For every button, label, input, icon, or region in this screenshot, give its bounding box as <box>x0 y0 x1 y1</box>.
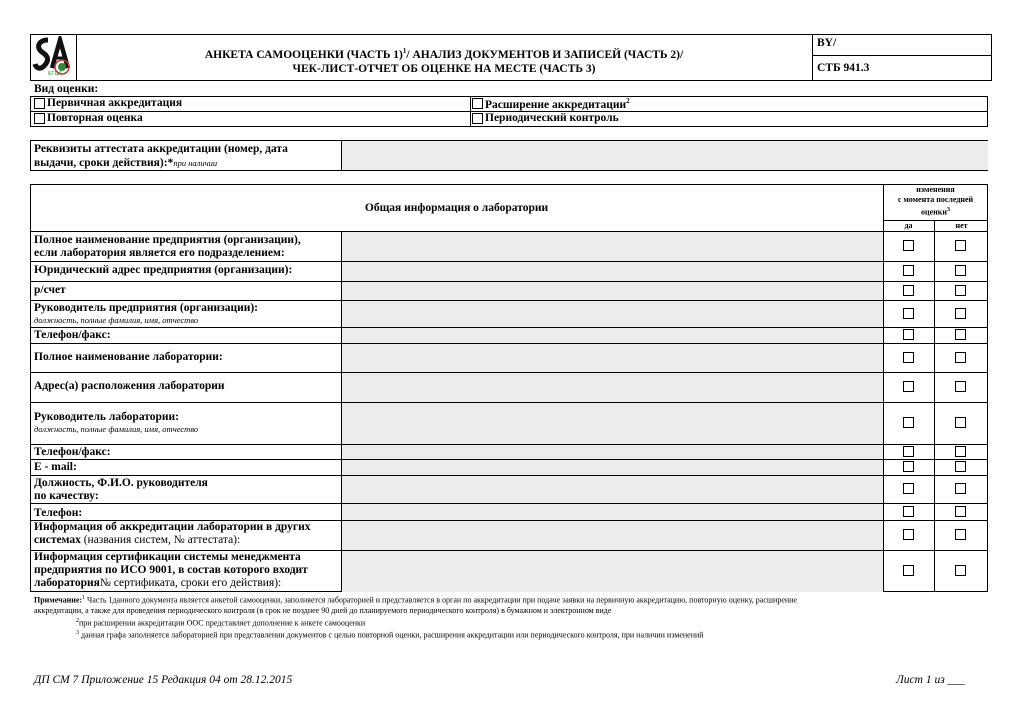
row-1-no-checkbox[interactable] <box>955 265 966 276</box>
row-input-13[interactable] <box>342 551 883 592</box>
repeat-assessment-label: Повторная оценка <box>47 112 143 124</box>
row-label-phone: Телефон: <box>34 507 83 519</box>
row-3-yes-checkbox[interactable] <box>903 308 914 319</box>
extension-label: Расширение аккредитации$^2$ <box>485 97 630 111</box>
row-11-no-checkbox[interactable] <box>955 506 966 517</box>
row-input-0[interactable] <box>342 232 883 261</box>
no-header: нет <box>955 221 968 230</box>
row-0-no-checkbox[interactable] <box>955 240 966 251</box>
row-6-yes-checkbox[interactable] <box>903 381 914 392</box>
periodic-control-checkbox[interactable] <box>472 113 483 124</box>
extension-checkbox[interactable] <box>472 98 483 109</box>
changes-header: изменения с момента последней оценки$^3$ <box>897 185 974 217</box>
row-2-yes-checkbox[interactable] <box>903 285 914 296</box>
row-label-company-head: Руководитель предприятия (организации): должность, полные фамилия, имя, отчество <box>34 302 259 325</box>
row-label-legal-address: Юридический адрес предприятия (организации): <box>34 264 293 276</box>
row-3-no-checkbox[interactable] <box>955 308 966 319</box>
row-label-phone-fax-1: Телефон/факс: <box>34 329 111 341</box>
row-7-no-checkbox[interactable] <box>955 417 966 428</box>
row-label-company-name: Полное наименование предприятия (организации), если лаборатория является его подразделением: <box>34 234 301 259</box>
row-input-9[interactable] <box>342 460 883 475</box>
row-13-yes-checkbox[interactable] <box>903 565 914 576</box>
row-input-12[interactable] <box>342 521 883 550</box>
row-input-6[interactable] <box>342 373 883 402</box>
row-5-no-checkbox[interactable] <box>955 352 966 363</box>
row-input-11[interactable] <box>342 504 883 520</box>
row-input-4[interactable] <box>342 328 883 343</box>
periodic-control-label: Периодический контроль <box>485 112 619 124</box>
row-label-email: E - mail: <box>34 461 77 473</box>
requisites-label: Реквизиты аттестата аккредитации (номер, дата выдачи, сроки действия):*при наличии <box>34 143 288 169</box>
primary-accreditation-checkbox[interactable] <box>34 98 45 109</box>
row-label-lab-address: Адрес(а) расположения лаборатории <box>34 380 225 392</box>
notes: Примечание:$^1$ Часть 1данного документа является анкетой самооценки, заполняется лабораторией и представляется в орган по аккредитации при подаче заявки на первичную аккредитацию, повторную оценку, расширение аккредитации, а также для проведения периодического контроля (в срок не позднее 90 дней до планируемого периодического контроля) в бумажном и электронном виде $^2$при расширении аккредитации ООС представляет дополнение к анкете самооценки $^3$ данная графа заполняется лабораторией при представлении документов с целью повторной оценки, расширения аккредитации или периодического контроля, при наличии изменений <box>34 595 797 640</box>
requisites-input[interactable] <box>341 141 988 170</box>
footer-left: ДП СМ 7 Приложение 15 Редакция 04 от 28.12.2015 <box>34 674 293 686</box>
row-7-yes-checkbox[interactable] <box>903 417 914 428</box>
assessment-label: Вид оценки: <box>34 83 99 95</box>
row-input-3[interactable] <box>342 301 883 327</box>
row-11-yes-checkbox[interactable] <box>903 506 914 517</box>
lab-table-header: Общая информация о лаборатории <box>364 202 549 214</box>
logo-caption: БГЦА <box>48 71 62 77</box>
row-input-2[interactable] <box>342 282 883 300</box>
footer-right: Лист 1 из ___ <box>896 674 965 686</box>
row-9-yes-checkbox[interactable] <box>903 461 914 472</box>
row-1-yes-checkbox[interactable] <box>903 265 914 276</box>
row-label-iso-certification: Информация сертификации системы менеджмента предприятия по ИСО 9001, в состав которого входит лаборатория№ сертификата, сроки его действия): <box>34 551 308 589</box>
repeat-assessment-checkbox[interactable] <box>34 113 45 124</box>
row-0-yes-checkbox[interactable] <box>903 240 914 251</box>
row-label-quality-head: Должность, Ф.И.О. руководителя по качеству: <box>34 477 208 502</box>
row-10-no-checkbox[interactable] <box>955 483 966 494</box>
row-label-account: р/счет <box>34 284 66 296</box>
row-5-yes-checkbox[interactable] <box>903 352 914 363</box>
row-input-8[interactable] <box>342 445 883 459</box>
row-label-other-accreditation: Информация об аккредитации лаборатории в других системах (названия систем, № аттестата): <box>34 521 311 546</box>
document-title: АНКЕТА САМООЦЕНКИ (ЧАСТЬ 1)$^1$/ АНАЛИЗ ДОКУМЕНТОВ И ЗАПИСЕЙ (ЧАСТЬ 2)/ ЧЕК-ЛИСТ-ОТЧЕТ ОБ ОЦЕНКЕ НА МЕСТЕ (ЧАСТЬ 3) <box>204 47 684 75</box>
row-8-no-checkbox[interactable] <box>955 446 966 457</box>
row-input-1[interactable] <box>342 262 883 281</box>
code-by: BY/ <box>817 37 837 49</box>
code-stb: СТБ 941.3 <box>817 62 870 74</box>
row-2-no-checkbox[interactable] <box>955 285 966 296</box>
row-label-lab-name: Полное наименование лаборатории: <box>34 351 223 363</box>
row-label-lab-head: Руководитель лаборатории: должность, полные фамилия, имя, отчество <box>34 411 199 434</box>
row-4-no-checkbox[interactable] <box>955 329 966 340</box>
row-10-yes-checkbox[interactable] <box>903 483 914 494</box>
row-4-yes-checkbox[interactable] <box>903 329 914 340</box>
row-input-7[interactable] <box>342 403 883 444</box>
row-input-10[interactable] <box>342 476 883 503</box>
row-8-yes-checkbox[interactable] <box>903 446 914 457</box>
primary-accreditation-label: Первичная аккредитация <box>47 97 183 109</box>
row-9-no-checkbox[interactable] <box>955 461 966 472</box>
yes-header: да <box>904 221 913 230</box>
row-6-no-checkbox[interactable] <box>955 381 966 392</box>
row-12-yes-checkbox[interactable] <box>903 529 914 540</box>
row-13-no-checkbox[interactable] <box>955 565 966 576</box>
row-12-no-checkbox[interactable] <box>955 529 966 540</box>
row-input-5[interactable] <box>342 344 883 372</box>
row-label-phone-fax-2: Телефон/факс: <box>34 446 111 458</box>
